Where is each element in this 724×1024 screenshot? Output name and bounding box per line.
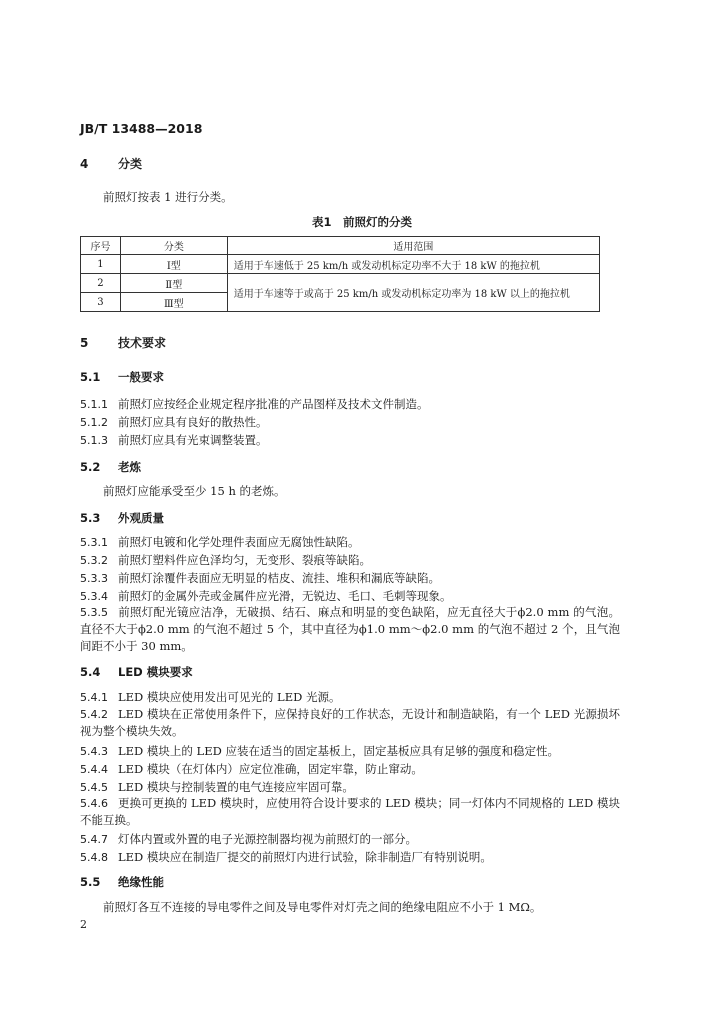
section-5-4-heading [80, 664, 193, 680]
table-caption: 表1 前照灯的分类 [311, 215, 412, 229]
header-cell: 适用范围 [227, 237, 599, 255]
clause: 5.4.4 LED 模块（在灯体内）应定位准确，固定牢靠，防止窜动。 [80, 762, 423, 776]
table-header-row [81, 237, 600, 255]
clause: 5.3.5 前照灯配光镜应洁净，无破损、结石、麻点和明显的变色缺陷，应无直径大于ϕ2.0 mm 的气泡。直径不大于ϕ2.0 mm 的气泡不超过 5 个，其中直径为ϕ1.0 mm～ϕ2.0 mm 的气泡不超过 2 个，且气泡间距不小于 30 mm。 [80, 605, 620, 653]
section-title: 一般要求 [118, 370, 164, 384]
section-4-text: 前照灯按表 1 进行分类。 [103, 190, 233, 204]
section-title: 分类 [118, 157, 143, 171]
cell-no: 2 [81, 274, 121, 293]
section-4-heading [80, 155, 142, 172]
cell-scope: 适用于车速等于或高于 25 km/h 或发动机标定功率为 18 kW 以上的拖拉机 [227, 274, 599, 312]
standard-number: JB/T 13488—2018 [80, 121, 203, 136]
clause: 5.4.6 更换可更换的 LED 模块时，应使用符合设计要求的 LED 模块；同一灯体内不同规格的 LED 模块不能互换。 [80, 796, 620, 827]
table-row [81, 255, 600, 274]
page-number: 2 [80, 918, 87, 931]
section-title: 技术要求 [118, 336, 167, 350]
section-title: LED 模块要求 [118, 665, 193, 679]
section-number: 5.2 [80, 460, 101, 474]
cell-no: 1 [81, 255, 121, 274]
section-5-2-text: 前照灯应能承受至少 15 h 的老炼。 [103, 484, 286, 498]
clause: 5.3.3 前照灯涂覆件表面应无明显的桔皮、流挂、堆积和漏底等缺陷。 [80, 571, 440, 585]
cell-scope: 适用于车速低于 25 km/h 或发动机标定功率不大于 18 kW 的拖拉机 [227, 255, 599, 274]
section-number: 5 [80, 336, 89, 350]
section-number: 5.1 [80, 370, 101, 384]
section-5-5-text: 前照灯各互不连接的导电零件之间及导电零件对灯壳之间的绝缘电阻应不小于 1 MΩ。 [103, 900, 542, 914]
section-number: 4 [80, 157, 89, 171]
cell-type: Ⅱ型 [120, 274, 227, 293]
section-5-3-heading [80, 510, 164, 526]
header-cell: 序号 [81, 237, 121, 255]
cell-type: Ⅰ型 [120, 255, 227, 274]
section-number: 5.5 [80, 875, 101, 889]
section-5-2-heading [80, 459, 141, 475]
section-5-5-heading [80, 874, 164, 890]
clause: 5.1.3 前照灯应具有光束调整装置。 [80, 433, 268, 447]
clause: 5.4.8 LED 模块应在制造厂提交的前照灯内进行试验，除非制造厂有特别说明。 [80, 850, 492, 864]
clause: 5.3.4 前照灯的金属外壳或金属件应光滑，无锐边、毛口、毛刺等现象。 [80, 589, 452, 603]
table-row [81, 274, 600, 293]
clause: 5.3.2 前照灯塑料件应色泽均匀，无变形、裂痕等缺陷。 [80, 553, 371, 567]
section-number: 5.4 [80, 665, 101, 679]
section-title: 外观质量 [118, 511, 164, 525]
cell-no: 3 [81, 293, 121, 312]
clause: 5.4.7 灯体内置或外置的电子光源控制器均视为前照灯的一部分。 [80, 832, 417, 846]
section-title: 绝缘性能 [118, 875, 164, 889]
section-title: 老炼 [118, 460, 141, 474]
clause: 5.4.5 LED 模块与控制装置的电气连接应牢固可靠。 [80, 780, 354, 794]
clause: 5.1.1 前照灯应按经企业规定程序批准的产品图样及技术文件制造。 [80, 397, 429, 411]
clause: 5.4.1 LED 模块应使用发出可见光的 LED 光源。 [80, 690, 341, 704]
clause: 5.1.2 前照灯应具有良好的散热性。 [80, 415, 268, 429]
cell-type: Ⅲ型 [120, 293, 227, 312]
clause: 5.3.1 前照灯电镀和化学处理件表面应无腐蚀性缺陷。 [80, 535, 360, 549]
section-5-heading [80, 334, 166, 351]
clause: 5.4.3 LED 模块上的 LED 应装在适当的固定基板上，固定基板应具有足够的强度和稳定性。 [80, 744, 559, 758]
header-cell: 分类 [120, 237, 227, 255]
section-number: 5.3 [80, 511, 101, 525]
section-5-1-heading [80, 369, 164, 385]
clause: 5.4.2 LED 模块在正常使用条件下，应保持良好的工作状态，无设计和制造缺陷，有一个 LED 光源损坏视为整个模块失效。 [80, 707, 620, 738]
classification-table [80, 236, 600, 312]
